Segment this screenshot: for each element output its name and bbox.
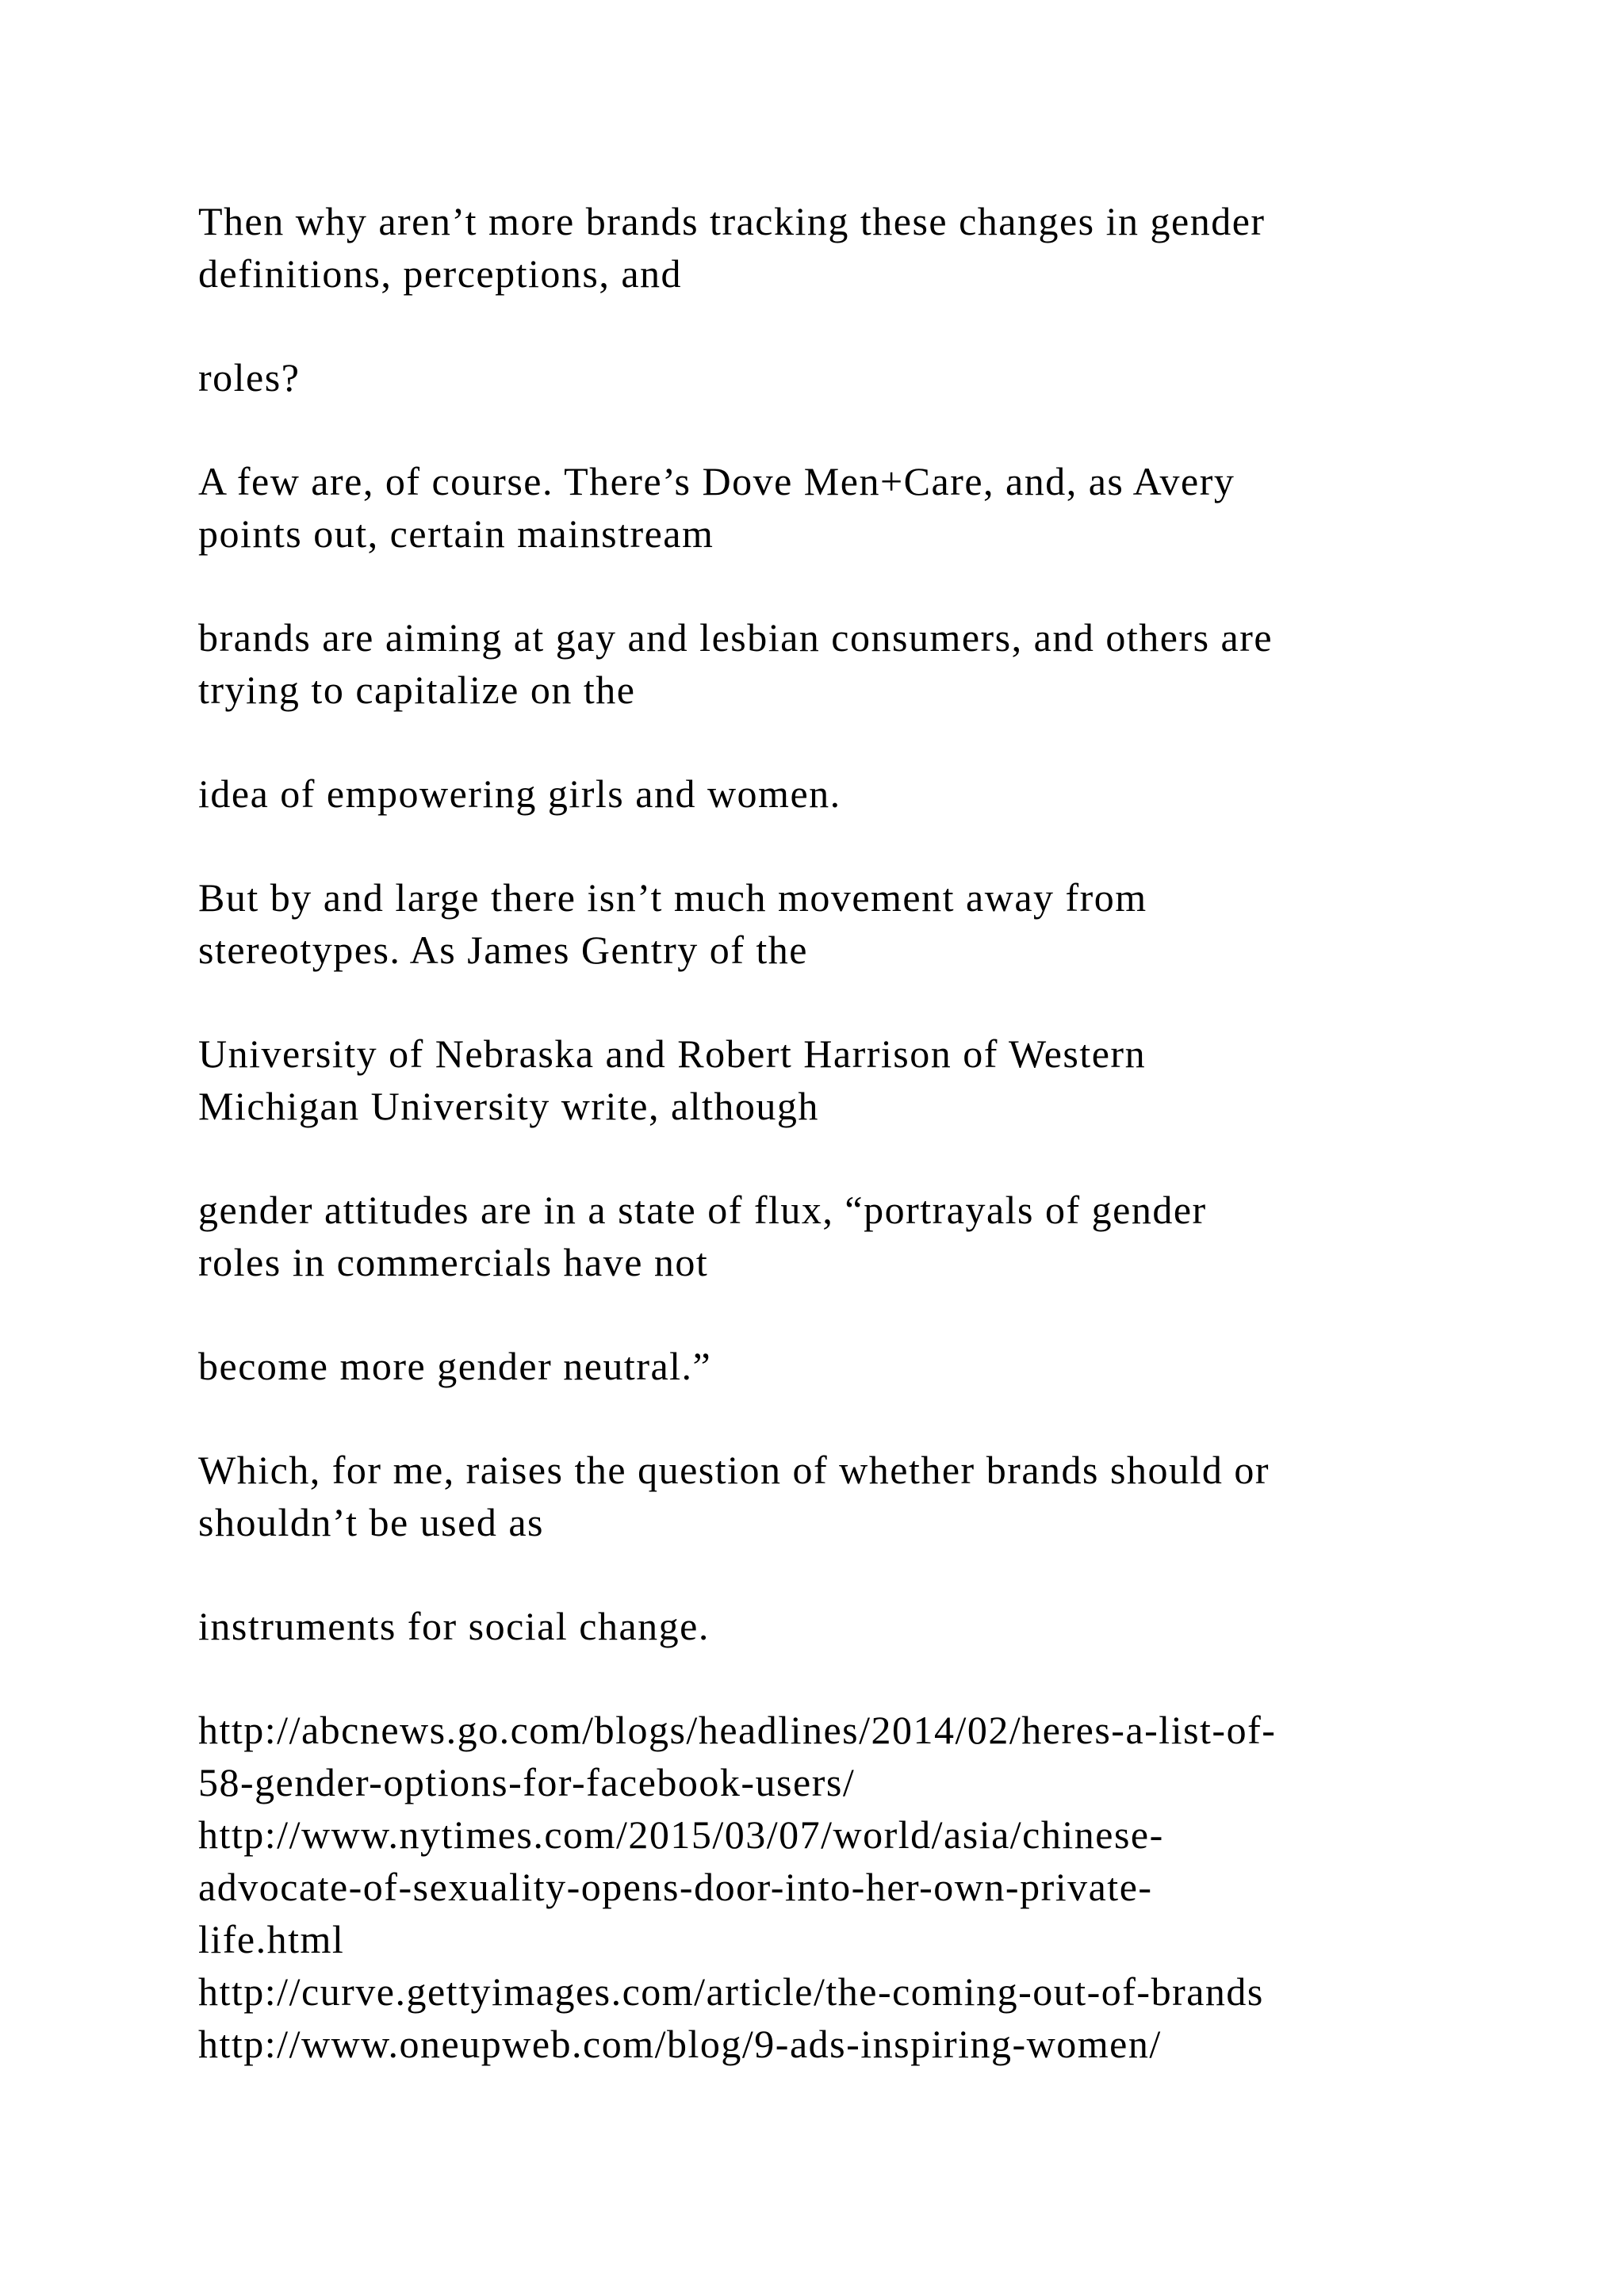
paragraph	[198, 1340, 1499, 1392]
reference-link: advocate-of-sexuality-opens-door-into-her-own-private-	[198, 1865, 1153, 1909]
reference-links	[198, 1704, 1499, 2070]
text-line: instruments for social change.	[198, 1604, 710, 1648]
reference-link: http://www.nytimes.com/2015/03/07/world/asia/chinese-	[198, 1812, 1164, 1857]
text-line: A few are, of course. There’s Dove Men+Care, and, as Avery	[198, 459, 1235, 503]
paragraph	[198, 611, 1499, 716]
paragraph	[198, 455, 1499, 560]
document-body	[198, 195, 1499, 2070]
paragraph	[198, 195, 1499, 300]
paragraph	[198, 1600, 1499, 1652]
text-line: gender attitudes are in a state of flux, “portrayals of gender	[198, 1188, 1207, 1232]
text-line: Which, for me, raises the question of whether brands should or	[198, 1448, 1270, 1492]
text-line: shouldn’t be used as	[198, 1500, 544, 1544]
paragraph	[198, 767, 1499, 820]
reference-link: http://abcnews.go.com/blogs/headlines/2014/02/heres-a-list-of-	[198, 1708, 1277, 1752]
text-line: brands are aiming at gay and lesbian consumers, and others are	[198, 615, 1274, 660]
reference-link: http://www.oneupweb.com/blog/9-ads-inspiring-women/	[198, 2022, 1162, 2066]
reference-link: life.html	[198, 1917, 345, 1961]
text-line: become more gender neutral.”	[198, 1344, 712, 1388]
reference-link: 58-gender-options-for-facebook-users/	[198, 1760, 856, 1804]
paragraph	[198, 1444, 1499, 1548]
text-line: But by and large there isn’t much movement away from	[198, 875, 1147, 920]
paragraph	[198, 1184, 1499, 1288]
text-line: trying to capitalize on the	[198, 668, 636, 712]
paragraph	[198, 1027, 1499, 1132]
text-line: points out, certain mainstream	[198, 511, 714, 556]
text-line: Michigan University write, although	[198, 1084, 819, 1128]
text-line: roles?	[198, 355, 301, 400]
text-line: roles in commercials have not	[198, 1240, 709, 1284]
reference-link: http://curve.gettyimages.com/article/the-coming-out-of-brands	[198, 1969, 1264, 2014]
text-line: idea of empowering girls and women.	[198, 771, 841, 816]
paragraph	[198, 871, 1499, 976]
text-line: definitions, perceptions, and	[198, 251, 683, 296]
text-line: Then why aren’t more brands tracking these changes in gender	[198, 199, 1266, 243]
text-line: stereotypes. As James Gentry of the	[198, 928, 809, 972]
text-line: University of Nebraska and Robert Harrison of Western	[198, 1031, 1147, 1076]
paragraph	[198, 351, 1499, 404]
